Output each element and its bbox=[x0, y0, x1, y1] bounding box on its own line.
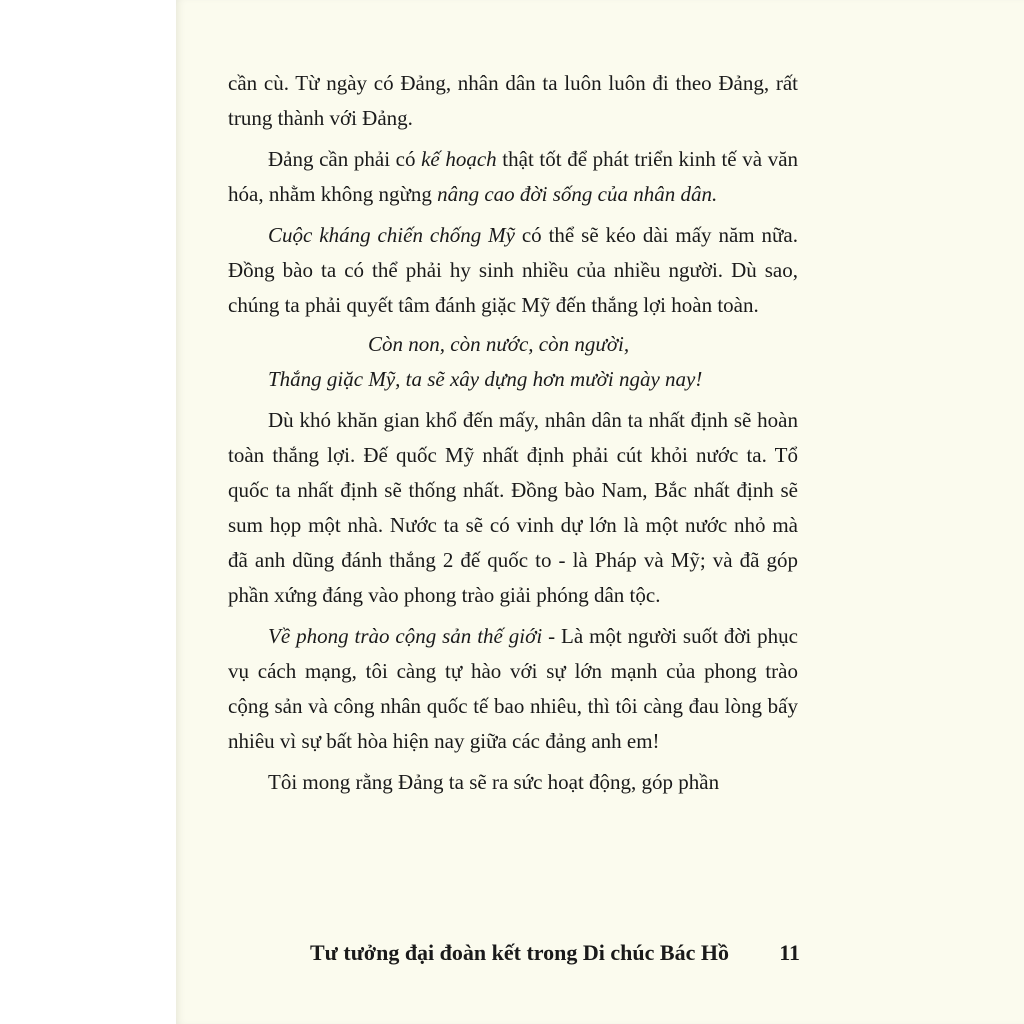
text-run: thật tốt để phát triển kinh tế và văn hóa, nhằm không ngừng bbox=[228, 147, 799, 206]
paragraph bbox=[228, 619, 798, 759]
paragraph bbox=[228, 218, 798, 323]
poem-line: Còn non, còn nước, còn người, bbox=[368, 332, 630, 356]
italic-text: Cuộc kháng chiến chống Mỹ bbox=[268, 223, 515, 247]
paragraph bbox=[228, 66, 798, 136]
running-footer bbox=[310, 940, 800, 966]
text-run: Đảng cần phải có bbox=[268, 147, 422, 171]
italic-text: kế hoạch bbox=[421, 147, 497, 171]
text-run: có thể sẽ kéo dài mấy năm nữa. Đồng bào ta có thể phải hy sinh nhiều của nhiều người. Dù sao, chúng ta phải quyết tâm đánh giặc Mỹ đến thắng lợi hoàn toàn. bbox=[228, 223, 798, 317]
italic-text: Về phong trào cộng sản thế giới bbox=[268, 624, 543, 648]
text-run: Tôi mong rằng Đảng ta sẽ ra sức hoạt động, góp phần bbox=[268, 770, 720, 794]
paragraph bbox=[228, 403, 798, 613]
body-text bbox=[228, 66, 798, 800]
paragraph bbox=[228, 142, 798, 212]
text-run: cần cù. Từ ngày có Đảng, nhân dân ta luôn luôn đi theo Đảng, rất trung thành với Đảng. bbox=[228, 71, 798, 130]
italic-text: nâng cao đời sống của nhân dân. bbox=[437, 182, 718, 206]
poem-line: Thắng giặc Mỹ, ta sẽ xây dựng hơn mười ngày nay! bbox=[268, 367, 703, 391]
footer-title: Tư tưởng đại đoàn kết trong Di chúc Bác Hồ bbox=[310, 940, 729, 965]
text-run: - Là một người suốt đời phục vụ cách mạng, tôi càng tự hào với sự lớn mạnh của phong trào cộng sản và công nhân quốc tế bao nhiêu, thì tôi càng đau lòng bấy nhiêu vì sự bất hòa hiện nay giữa các đảng anh em! bbox=[228, 624, 798, 753]
page-number: 11 bbox=[779, 940, 800, 965]
text-run: Dù khó khăn gian khổ đến mấy, nhân dân ta nhất định sẽ hoàn toàn thắng lợi. Đế quốc Mỹ nhất định phải cút khỏi nước ta. Tổ quốc ta nhất định sẽ thống nhất. Đồng bào Nam, Bắc nhất định sẽ sum họp một nhà. Nước ta sẽ có vinh dự lớn là một nước nhỏ mà đã anh dũng đánh thắng 2 đế quốc to - là Pháp và Mỹ; và đã góp phần xứng đáng vào phong trào giải phóng dân tộc. bbox=[228, 408, 798, 607]
poem bbox=[228, 327, 798, 397]
paragraph bbox=[228, 765, 798, 800]
